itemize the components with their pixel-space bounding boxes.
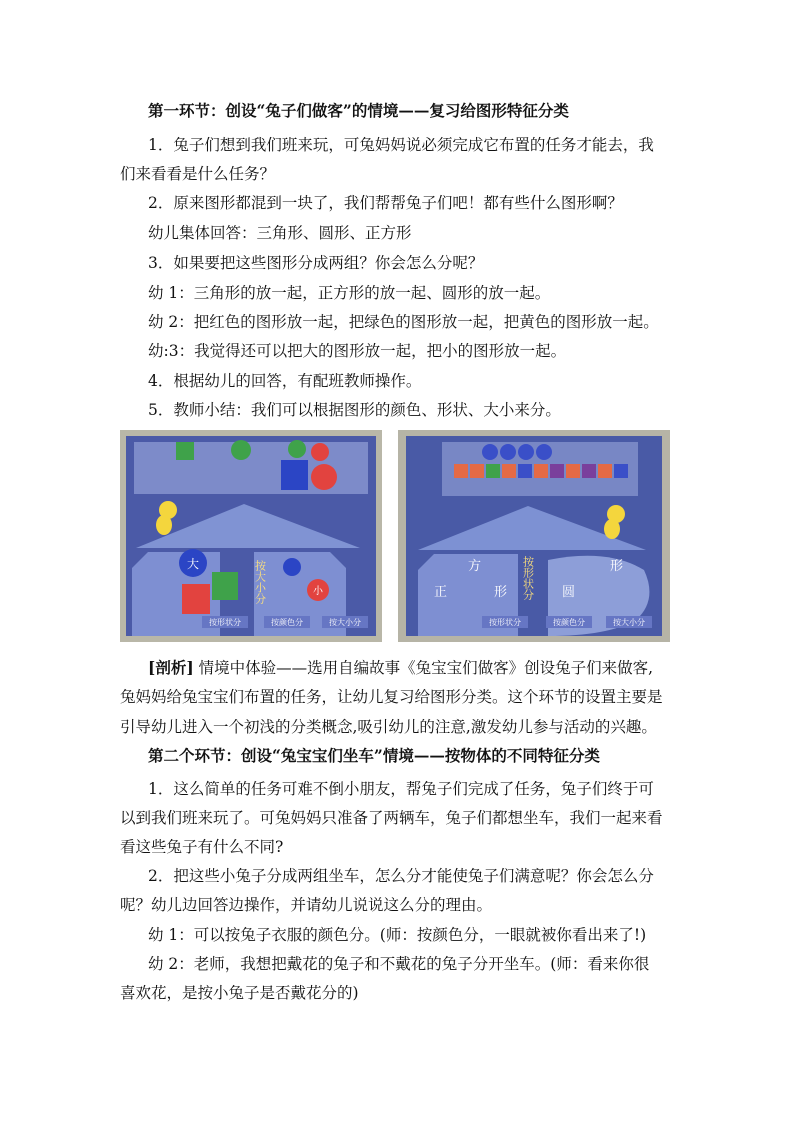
s1-p3: 幼儿集体回答：三角形、圆形、正方形 (148, 224, 412, 242)
s1-p2: 2．原来图形都混到一块了，我们帮帮兔子们吧！都有些什么图形啊？ (148, 194, 623, 212)
section2-heading: 第二个环节：创设“兔宝宝们坐车”情境——按物体的不同特征分类 (148, 746, 600, 765)
analysis-line1 (148, 657, 708, 679)
char-xing-1: 形 (494, 585, 508, 600)
s1-p8: 4．根据幼儿的回答，有配班教师操作。 (148, 372, 422, 390)
btn-color-left: 按颜色分 (271, 618, 303, 627)
s1-p5: 幼 1：三角形的放一起，正方形的放一起、圆形的放一起。 (148, 284, 551, 302)
btn-shape-right: 按形状分 (489, 618, 521, 627)
analysis-text-1: 情境中体验——选用自编故事《兔宝宝们做客》创设兔子们来做客, (193, 659, 654, 677)
big-label: 大 (186, 557, 200, 571)
analysis-line3: 引导幼儿进入一个初浅的分类概念,吸引幼儿的注意,激发幼儿参与活动的兴趣。 (120, 718, 657, 736)
s2-p1-line2: 以到我们班来玩了。可兔妈妈只准备了两辆车，兔子们都想坐车，我们一起来看 (120, 809, 663, 827)
analysis-label: [剖析] (148, 658, 194, 677)
s2-p2-line2: 呢？幼儿边回答边操作，并请幼儿说说这么分的理由。 (120, 896, 493, 914)
photo-sort-by-shape (398, 430, 670, 642)
small-label: 小 (313, 586, 323, 597)
btn-size-right: 按大小分 (613, 618, 645, 627)
section1-heading: 第一环节：创设“兔子们做客”的情境——复习给图形特征分类 (148, 101, 569, 120)
s2-p1-line3: 看这些兔子有什么不同? (120, 838, 284, 856)
btn-color-right: 按颜色分 (553, 618, 585, 627)
s2-p4-line2: 喜欢花，是按小兔子是否戴花分的) (120, 984, 359, 1002)
s1-p1-line2: 们来看看是什么任务？ (120, 165, 276, 183)
char-fang: 方 (468, 559, 482, 574)
btn-size-left: 按大小分 (329, 618, 361, 627)
s2-p1-line1: 1．这么简单的任务可难不倒小朋友，帮兔子们完成了任务，兔子们终于可 (148, 780, 654, 798)
s2-p4-line1: 幼 2：老师，我想把戴花的兔子和不戴花的兔子分开坐车。(师：看来你很 (148, 955, 650, 973)
analysis-line2: 兔妈妈给兔宝宝们布置的任务，让幼儿复习给图形分类。这个环节的设置主要是 (120, 688, 663, 706)
photo-sort-by-size (120, 430, 382, 642)
char-xing-2: 形 (610, 559, 624, 574)
s2-p2-line1: 2．把这些小兔子分成两组坐车，怎么分才能使兔子们满意呢？你会怎么分 (148, 867, 654, 885)
vertical-label-right: 按形状分 (521, 556, 535, 600)
s1-p9: 5．教师小结：我们可以根据图形的颜色、形状、大小来分。 (148, 401, 561, 419)
btn-shape-left: 按形状分 (209, 618, 241, 627)
s2-p3: 幼 1：可以按兔子衣服的颜色分。(师：按颜色分，一眼就被你看出来了!) (148, 926, 647, 944)
s1-p7: 幼:3：我觉得还可以把大的图形放一起，把小的图形放一起。 (148, 342, 567, 360)
s1-p1-line1: 1．兔子们想到我们班来玩，可兔妈妈说必须完成它布置的任务才能去，我 (148, 136, 654, 154)
char-yuan: 圆 (562, 585, 576, 600)
s1-p6: 幼 2：把红色的图形放一起，把绿色的图形放一起，把黄色的图形放一起。 (148, 313, 659, 331)
s1-p4: 3．如果要把这些图形分成两组？你会怎么分呢？ (148, 254, 484, 272)
char-zheng: 正 (434, 585, 448, 600)
vertical-label-left: 按大小分 (253, 560, 267, 604)
